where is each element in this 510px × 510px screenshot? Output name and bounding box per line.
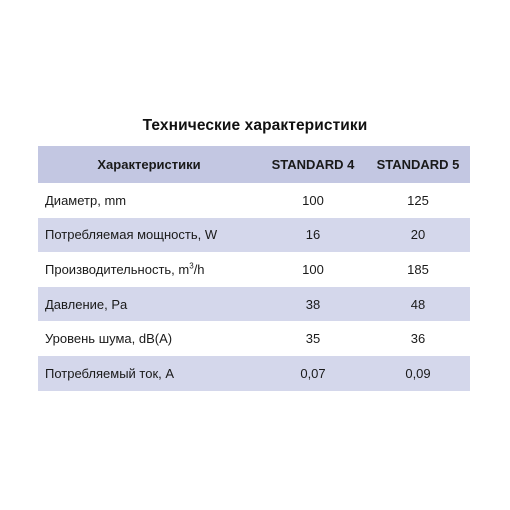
row-label-capacity-sup: 3 [189,261,194,271]
row-label-capacity-suffix: /h [193,261,205,277]
cell-standard-5: 0,09 [405,365,431,381]
header-standard-5: STANDARD 5 [376,157,460,172]
table-row [38,321,470,356]
cell-standard-5: 20 [410,227,426,243]
row-label-noise: Уровень шума, dB(A) [45,331,173,347]
specifications-table [38,146,470,391]
cell-standard-4: 16 [305,227,321,243]
cell-standard-5: 185 [407,261,429,277]
cell-standard-4: 35 [305,331,321,347]
page-title: Технические характеристики [142,117,368,134]
row-label-capacity-prefix: Производительность, m [45,261,190,277]
table-row [38,252,470,287]
cell-standard-4: 100 [302,192,324,208]
table-row [38,356,470,391]
cell-standard-4: 38 [305,296,321,312]
row-label-diameter: Диаметр, mm [45,192,127,208]
cell-standard-5: 125 [407,192,429,208]
cell-standard-5: 36 [410,331,426,347]
header-characteristics: Характеристики [97,157,201,172]
table-header-row [38,146,470,183]
table-row [38,218,470,253]
row-label-capacity [38,252,260,287]
cell-standard-5: 48 [410,296,426,312]
row-label-current: Потребляемый ток, A [45,365,175,381]
row-label-power: Потребляемая мощность, W [45,227,218,243]
table-row [38,183,470,218]
cell-standard-4: 100 [302,261,324,277]
header-standard-4: STANDARD 4 [271,157,355,172]
row-label-pressure: Давление, Pa [45,296,128,312]
cell-standard-4: 0,07 [300,365,326,381]
table-row [38,287,470,322]
